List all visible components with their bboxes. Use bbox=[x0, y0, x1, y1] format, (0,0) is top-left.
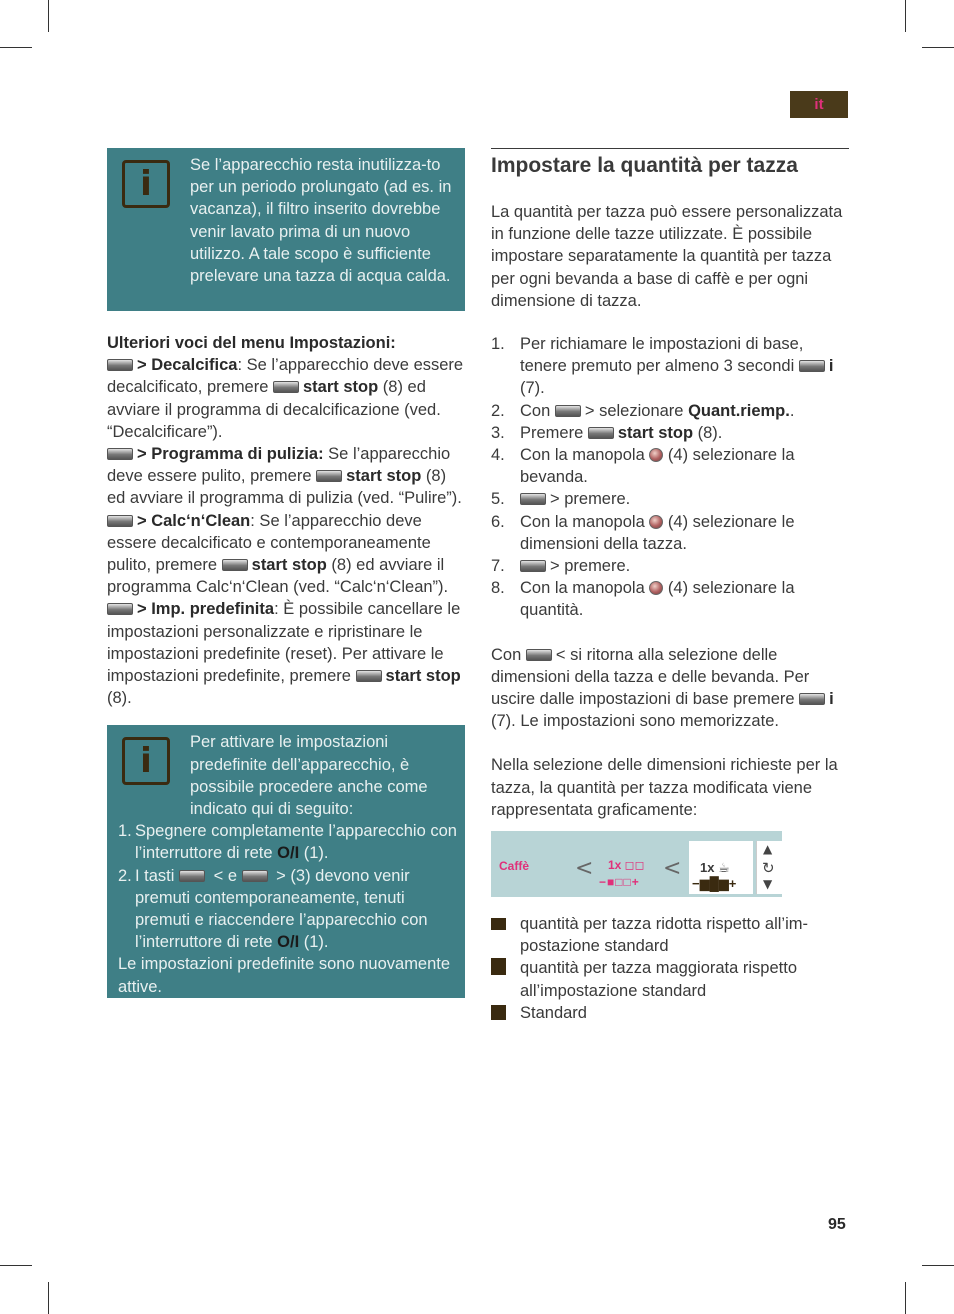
selected-cup-box bbox=[689, 841, 753, 894]
button-key-icon bbox=[356, 670, 382, 682]
step-item: 5. > premere. bbox=[491, 490, 631, 509]
info-text: Se l’apparecchio resta inutilizza-to per un periodo prolungato (ad es. in vacanza), il filtro inserito dovrebbe venir lavato prima di un nuovo utilizzo. A tale scopo è sufficiente prelevare una tazza di acqua calda. bbox=[190, 156, 452, 286]
cup-count: 1x ☕ bbox=[700, 860, 730, 876]
step-item: 4. Con la manopola (4) selezionare la bevanda. bbox=[491, 446, 795, 487]
rotary-knob-icon bbox=[649, 515, 663, 529]
menu-item-imp-predefinita: > Imp. predefinita: È possibile cancellare le impostazioni personalizzate e ripristinare le impostazioni predefinite (reset). Per attivare le impostazioni predefinite, premere start stop (8). bbox=[107, 600, 461, 708]
legend-item: quantità per tazza ridotta rispetto all’im-postazione standard bbox=[491, 913, 849, 957]
quantity-bars: −■□□+ bbox=[599, 875, 640, 890]
info-steps bbox=[118, 820, 463, 953]
display-illustration bbox=[491, 831, 782, 897]
step-item: 8. Con la manopola (4) selezionare la quantità. bbox=[491, 579, 795, 620]
button-key-icon bbox=[107, 448, 133, 460]
info-icon: i bbox=[122, 737, 170, 785]
button-key-icon bbox=[588, 427, 614, 439]
button-key-icon bbox=[107, 515, 133, 527]
step-item: 1. Per richiamare le impostazioni di base, tenere premuto per almeno 3 secondi i (7). bbox=[491, 335, 834, 398]
menu-item-decalcifica: > Decalcifica: Se l’apparecchio deve essere decalcificato, premere start stop (8) ed avviare il programma di decalcificazione (ved. “Decalcificare”). bbox=[107, 356, 464, 441]
legend-swatch-icon bbox=[491, 1002, 520, 1024]
button-key-icon bbox=[799, 360, 825, 372]
info-step: 1. Spegnere completamente l’apparecchio con l’interruttore di rete O/I (1). bbox=[118, 822, 457, 863]
crop-mark bbox=[905, 1282, 906, 1314]
button-key-icon bbox=[222, 559, 248, 571]
page-number: 95 bbox=[828, 1216, 846, 1233]
display-label: Caffè bbox=[499, 859, 530, 874]
button-key-icon bbox=[520, 493, 546, 505]
rotary-knob-icon bbox=[649, 581, 663, 595]
rotary-knob-icon bbox=[649, 448, 663, 462]
step-item: 2. Con > selezionare Quant.riemp.. bbox=[491, 401, 795, 420]
crop-mark bbox=[922, 47, 954, 48]
chevron-left-icon: < bbox=[663, 856, 682, 882]
info-box-reset bbox=[107, 725, 465, 998]
section-title: Impostare la quantità per tazza bbox=[491, 148, 849, 179]
crop-mark bbox=[48, 0, 49, 32]
info-step: 2. I tasti < e > (3) devono venir premuti contemporaneamente, tenuti premuti e riaccendere l’apparecchio con l’interruttore di rete O/I (1). bbox=[118, 866, 428, 952]
step-item: 3. Premere start stop (8). bbox=[491, 423, 723, 442]
legend-item: Standard bbox=[491, 1002, 849, 1024]
section-heading: Ulteriori voci del menu Impostazioni: bbox=[107, 334, 396, 352]
button-key-icon bbox=[555, 405, 581, 417]
quantity-bars: −▆█▆+ bbox=[692, 876, 737, 892]
left-column bbox=[107, 148, 465, 998]
refresh-icon: ↻ bbox=[762, 859, 775, 878]
button-key-icon bbox=[273, 381, 299, 393]
info-tail: Le impostazioni predefinite sono nuovamente attive. bbox=[118, 955, 451, 996]
menu-item-pulizia: > Programma di pulizia: Se l’apparecchio deve essere pulito, premere start stop (8) ed avviare il programma di pulizia (ved. “Pulire”). bbox=[107, 445, 462, 508]
button-key-icon bbox=[316, 470, 342, 482]
button-key-icon bbox=[107, 603, 133, 615]
button-key-icon bbox=[179, 870, 205, 882]
legend-swatch-icon bbox=[491, 913, 520, 957]
info-box-filter bbox=[107, 148, 465, 311]
legend-swatch-icon bbox=[491, 957, 520, 1001]
crop-mark bbox=[48, 1282, 49, 1314]
step-item: 7. > premere. bbox=[491, 557, 631, 576]
button-key-icon bbox=[526, 649, 552, 661]
menu-items bbox=[107, 354, 465, 709]
button-key-icon bbox=[107, 359, 133, 371]
steps-list bbox=[491, 333, 849, 622]
step-item: 6. Con la manopola (4) selezionare le dimensioni della tazza. bbox=[491, 512, 795, 553]
right-column bbox=[491, 148, 849, 1024]
crop-mark bbox=[922, 1265, 954, 1266]
button-key-icon bbox=[799, 693, 825, 705]
crop-mark bbox=[905, 0, 906, 32]
arrow-down-icon: ▼ bbox=[763, 877, 773, 892]
menu-item-calc-n-clean: > Calc‘n‘Clean: Se l’apparecchio deve essere decalcificato e contemporaneamente pulito, premere start stop (8) ed avviare il programma Calc‘n‘Clean (ved. “Calc‘n‘Clean”). bbox=[107, 511, 449, 597]
return-paragraph: Con < si ritorna alla selezione delle dimensioni della tazza e delle bevanda. Per uscire dalle impostazioni di base premere i (7). Le impostazioni sono memorizzate. bbox=[491, 645, 834, 731]
crop-mark bbox=[0, 47, 32, 48]
info-lead: Per attivare le impostazioni predefinite dell’apparecchio, è possibile procedere anche come indicato qui di seguito: bbox=[190, 733, 428, 819]
button-key-icon bbox=[520, 560, 546, 572]
arrow-up-icon: ▲ bbox=[763, 842, 773, 857]
graphic-paragraph: Nella selezione delle dimensioni richieste per la tazza, la quantità per tazza modificata viene rappresentata graficamente: bbox=[491, 756, 838, 819]
chevron-left-icon: < bbox=[575, 856, 594, 882]
button-key-icon bbox=[242, 870, 268, 882]
legend-list bbox=[491, 913, 849, 1024]
legend-item: quantità per tazza maggiorata rispetto all’impostazione standard bbox=[491, 957, 849, 1001]
info-icon: i bbox=[122, 160, 170, 208]
intro-paragraph: La quantità per tazza può essere personalizzata in funzione delle tazze utilizzate. È possibile impostare separatamente la quantità per tazza per ogni bevanda a base di caffè e per ogni dimensione di tazza. bbox=[491, 203, 843, 310]
crop-mark bbox=[0, 1265, 32, 1266]
scroll-indicator bbox=[756, 841, 782, 894]
cup-count: 1x ◻◻ bbox=[608, 858, 645, 873]
language-tab: it bbox=[790, 91, 848, 118]
